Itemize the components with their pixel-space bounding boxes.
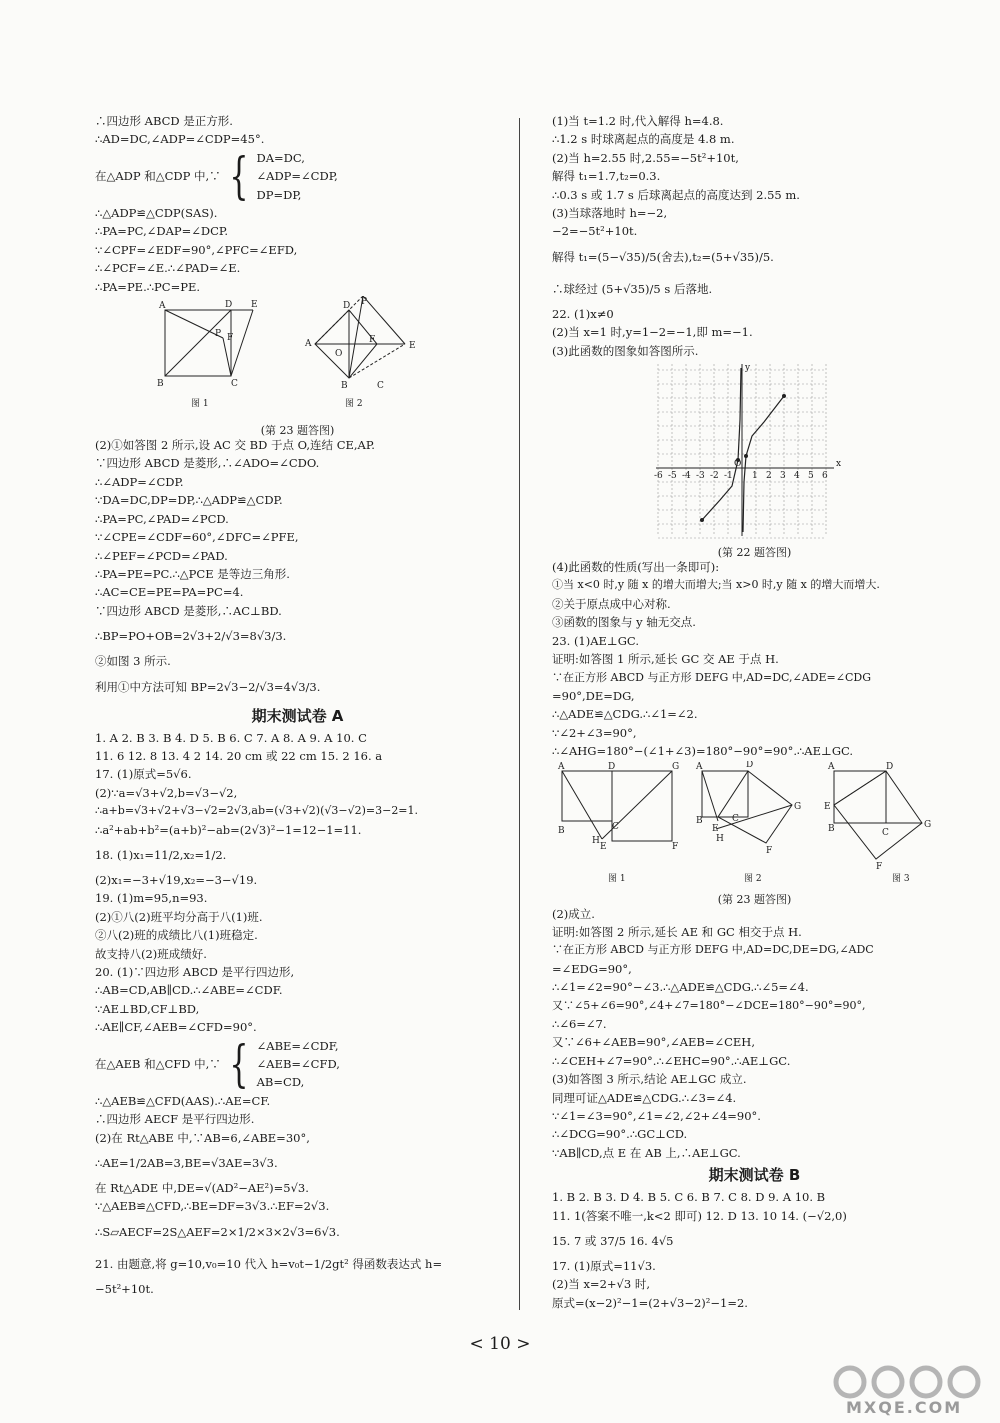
svg-text:C: C [882,827,889,838]
svg-text:G: G [672,761,680,772]
text-line: ∵∠CPE=∠CDF=60°,∠DFC=∠PFE, [95,530,299,545]
figure-23-answer-b [552,761,957,905]
text-line: ①当 x<0 时,y 随 x 的增大而增大;当 x>0 时,y 随 x 的增大而增大. [552,578,880,592]
svg-text:A: A [558,761,565,772]
text-line: ∴a²+ab+b²=(a+b)²−ab=(2√3)²−1=12−1=11. [95,822,362,837]
text-line: (2)∵a=√3+√2,b=√3−√2, [95,785,238,800]
svg-text:H: H [716,833,724,844]
text-line: ∴PA=PE.∴PC=PE. [95,279,201,294]
text-line: ∴球经过 (5+√35)/5 s 后落地. [552,281,713,296]
text-line: =90°,DE=DG, [552,688,635,703]
solution-22 [552,305,957,360]
text-line: ∴a+b=√3+√2+√3−√2=2√3,ab=(√3+√2)(√3−√2)=3−2=1. [95,804,419,818]
svg-text:E: E [824,801,831,812]
text-line: ∵四边形 ABCD 是菱形,∴∠ADO=∠CDO. [95,456,320,471]
svg-text:D: D [746,760,754,770]
answer-row: 15. 7 或 37/5 16. 4√5 [552,1234,674,1249]
answer-row: 11. 6 12. 8 13. 4 2 14. 20 cm 或 22 cm 15. 2 16. a [95,748,383,763]
svg-text:E: E [409,341,416,352]
text-line: ②关于原点成中心对称. [552,596,671,611]
text-line: ∴四边形 AECF 是平行四边形. [95,1112,255,1127]
figure-caption: (第 23 题答图) [717,892,792,906]
answer-row: 1. A 2. B 3. B 4. D 5. B 6. C 7. A 8. A 9. A 10. C [95,730,367,745]
text-line: ∴BP=PO+OB=2√3+2/√3=8√3/3. [95,629,287,644]
text-line: 原式=(x−2)²−1=(2+√3−2)²−1=2. [552,1295,748,1310]
figure-23-answer-a [95,296,500,436]
text-line: ∴AD=DC,∠ADP=∠CDP=45°. [95,132,265,147]
text-line: 同理可证△ADE≌△CDG.∴∠3=∠4. [552,1090,737,1105]
svg-text:G: G [924,819,932,830]
text-line: ∴∠ADP=∠CDP. [95,474,184,489]
svg-text:A: A [696,761,703,772]
svg-text:H: H [592,835,600,846]
svg-text:F: F [766,845,773,856]
text-line: 20. (1)∵四边形 ABCD 是平行四边形, [95,965,295,979]
x-tick-label: 6 [822,471,828,482]
text-line: (2)①如答图 2 所示,设 AC 交 BD 于点 O,连结 CE,AP. [95,438,375,453]
x-tick-label: -5 [668,471,677,482]
svg-text:D: D [225,300,233,311]
svg-text:A: A [305,339,312,350]
x-tick-label: 2 [766,471,772,482]
graph-svg [552,360,957,540]
page-number: < 10 > [469,1334,531,1354]
text-line: 利用①中方法可知 BP=2√3−2/√3=4√3/3. [95,679,321,694]
fig2-label: 图 2 [744,873,762,884]
text-line: ∴∠1=∠2=90°−∠3.∴△ADE≌△CDG.∴∠5=∠4. [552,980,809,995]
x-tick-label: 4 [794,471,800,482]
x-tick-label: 1 [752,471,758,482]
svg-text:F: F [876,861,883,872]
x-tick-label: -2 [710,471,719,482]
text-line: (2)成立. [552,906,595,921]
svg-text:F: F [672,841,679,852]
solution-23-part1 [95,112,500,296]
brace-item: ∠ADP=∠CDP, [256,169,338,184]
text-line: ∵DA=DC,DP=DP,∴△ADP≌△CDP. [95,493,283,508]
brace-item: DP=DP, [256,187,302,202]
section-title-b: 期末测试卷 B [708,1166,801,1185]
svg-text:B: B [157,379,164,390]
text-line: ∴∠PEF=∠PCD=∠PAD. [95,548,228,563]
brace-symbol: { [229,147,249,206]
fig3-label: 图 3 [892,873,910,884]
solution-22-23 [552,558,957,760]
svg-text:P: P [361,297,368,308]
geometry-figures [95,296,500,418]
text-line: ∵AB∥CD,点 E 在 AB 上,∴AE⊥GC. [552,1145,741,1160]
text-line: ∵△AEB≌△CFD,∴BE=DF=3√3.∴EF=2√3. [95,1199,330,1214]
text-line: (3)如答图 3 所示,结论 AE⊥GC 成立. [552,1072,747,1087]
text-line: ∴PA=PC,∠DAP=∠DCP. [95,224,228,239]
text-line: (3)此函数的图象如答图所示. [552,343,699,358]
text-line: 解得 t₁=1.7,t₂=0.3. [552,169,661,184]
origin-label: O [734,459,742,470]
text-line: ③函数的图象与 y 轴无交点. [552,615,696,630]
left-column [95,112,500,1298]
svg-text:G: G [794,801,802,812]
solution-23-part2-3 [552,905,957,1163]
brace-item: ∠AEB=∠CFD, [256,1057,340,1072]
brace-symbol: { [229,1035,249,1094]
text-line: 又∵∠6+∠AEB=90°,∠AEB=∠CEH, [552,1035,755,1050]
text-line: −2=−5t²+10t. [552,224,638,239]
svg-text:B: B [558,825,565,836]
watermark-text: MXQE.COM [846,1398,963,1417]
text-line: ∴△AEB≌△CFD(AAS).∴AE=CF. [95,1093,271,1108]
text-line: ∴PA=PC,∠PAD=∠PCD. [95,511,229,526]
text-line: ∵AE⊥BD,CF⊥BD, [95,1001,200,1016]
text-line: 23. (1)AE⊥GC. [552,633,639,648]
svg-text:E: E [251,300,258,311]
text-line: (2)x₁=−3+√19,x₂=−3−√19. [95,872,258,887]
text-line: ∴四边形 ABCD 是正方形. [95,114,233,128]
svg-text:D: D [608,761,616,772]
text-line: ∵在正方形 ABCD 与正方形 DEFG 中,AD=DC,∠ADE=∠CDG [552,670,872,684]
text-line: ∵∠CPF=∠EDF=90°,∠PFC=∠EFD, [95,242,298,257]
text-line: ∴AE=1/2AB=3,BE=√3AE=3√3. [95,1156,278,1171]
brace-item: DA=DC, [256,150,305,165]
svg-text:P: P [215,329,222,340]
text-line: 17. (1)原式=11√3. [552,1259,656,1274]
svg-text:D: D [343,301,351,312]
text-line: 解得 t₁=(5−√35)/5(舍去),t₂=(5+√35)/5. [552,249,774,264]
svg-text:B: B [341,381,348,392]
text-line: ②如图 3 所示. [95,654,171,669]
svg-text:F: F [227,333,234,344]
text-line: (4)此函数的性质(写出一条即可): [552,560,720,575]
x-tick-label: -3 [696,471,705,482]
text-line: ∴∠PCF=∠E.∴∠PAD=∠E. [95,261,241,276]
svg-text:B: B [828,823,835,834]
text-line: ②八(2)班的成绩比八(1)班稳定. [95,928,258,943]
text-line: ∴∠CEH+∠7=90°.∴∠EHC=90°.∴AE⊥GC. [552,1053,791,1068]
text-line: (2)①八(2)班平均分高于八(1)班. [95,909,263,924]
test-b-answers [552,1188,957,1312]
svg-text:B: B [696,815,703,826]
brace-item: ∠ABE=∠CDF, [256,1038,339,1053]
brace-lead: 在△ADP 和△CDP 中,∵ [95,169,221,184]
text-line: (2)当 x=2+√3 时, [552,1277,650,1292]
text-line: ∴S▱AECF=2S△AEF=2×1/2×3×2√3=6√3. [95,1224,340,1239]
text-line: 17. (1)原式=5√6. [95,767,192,782]
text-line: 22. (1)x≠0 [552,306,614,321]
fig1-label: 图 1 [191,399,209,410]
text-line: 19. (1)m=95,n=93. [95,891,208,906]
text-line: 18. (1)x₁=11/2,x₂=1/2. [95,847,227,862]
text-line: ∵∠1=∠3=90°,∠1=∠2,∠2+∠4=90°. [552,1109,761,1123]
svg-text:C: C [231,379,238,390]
svg-text:C: C [732,813,739,824]
text-line: ∴1.2 s 时球离起点的高度是 4.8 m. [552,132,735,147]
text-line: 故支持八(2)班成绩好. [95,946,207,961]
text-line: ∵在正方形 ABCD 与正方形 DEFG 中,AD=DC,DE=DG,∠ADC [552,943,874,957]
text-line: −5t²+10t. [95,1281,154,1296]
text-line: 在 Rt△ADE 中,DE=√(AD²−AE²)=5√3. [95,1181,309,1196]
square-figures [552,761,957,887]
x-axis-label: x [836,459,842,470]
svg-text:C: C [612,821,619,832]
brace-item: AB=CD, [256,1075,305,1090]
x-tick-labels [654,471,828,481]
figure-caption: (第 22 题答图) [717,546,792,560]
svg-text:A: A [828,761,835,772]
text-line: ∴∠AHG=180°−(∠1+∠3)=180°−90°=90°.∴AE⊥GC. [552,744,854,759]
x-tick-label: -4 [682,471,691,482]
svg-text:C: C [377,381,384,392]
text-line: 证明:如答图 1 所示,延长 GC 交 AE 于点 H. [552,652,779,667]
fig1-label: 图 1 [608,873,626,884]
figure-caption: (第 23 题答图) [260,424,335,438]
text-line: ∴∠DCG=90°.∴GC⊥CD. [552,1127,688,1142]
text-line: ∵∠2+∠3=90°, [552,725,637,740]
text-line: (3)当球落地时 h=−2, [552,206,668,221]
svg-text:E: E [600,841,607,852]
text-line: (2)在 Rt△ABE 中,∵AB=6,∠ABE=30°, [95,1130,310,1145]
column-divider [519,118,520,1310]
text-line: ∴∠6=∠7. [552,1016,607,1031]
congruence-brace [95,149,500,204]
text-line: ∴AC=CE=PE=PA=PC=4. [95,585,244,600]
text-line: ∴AE∥CF,∠AEB=∠CFD=90°. [95,1020,257,1035]
solution-23-part2 [95,436,500,702]
congruence-brace [95,1037,500,1092]
svg-text:A: A [159,301,166,312]
svg-text:D: D [886,761,894,772]
x-tick-label: 5 [808,471,814,482]
right-column [552,112,957,1312]
text-line: (2)当 x=1 时,y=1−2=−1,即 m=−1. [552,325,753,340]
fig2-label: 图 2 [345,399,363,410]
text-line: ∴△ADP≌△CDP(SAS). [95,206,218,221]
text-line: ∴AB=CD,AB∥CD.∴∠ABE=∠CDF. [95,983,283,998]
x-tick-label: 3 [780,471,786,482]
svg-text:O: O [335,349,343,360]
x-tick-label: -1 [724,471,733,482]
solution-21 [552,112,957,305]
function-graph [552,360,957,558]
text-line: ∵四边形 ABCD 是菱形,∴AC⊥BD. [95,603,282,618]
svg-text:E: E [712,823,719,834]
text-line: ∴PA=PE=PC.∴△PCE 是等边三角形. [95,566,290,581]
x-tick-label: -6 [654,471,663,482]
brace-lead: 在△AEB 和△CFD 中,∵ [95,1057,221,1072]
section-title-a: 期末测试卷 A [251,706,344,725]
text-line: 证明:如答图 2 所示,延长 AE 和 GC 相交于点 H. [552,924,802,939]
answer-row: 1. B 2. B 3. D 4. B 5. C 6. B 7. C 8. D 9. A 10. B [552,1190,826,1205]
y-axis-label: y [745,363,751,374]
text-line: =∠EDG=90°, [552,961,632,976]
text-line: 21. 由题意,将 g=10,v₀=10 代入 h=v₀t−1/2gt² 得函数表达式 h= [95,1256,443,1271]
text-line: (2)当 h=2.55 时,2.55=−5t²+10t, [552,150,739,165]
text-line: (1)当 t=1.2 时,代入解得 h=4.8. [552,114,724,128]
text-line: ∴△ADE≌△CDG.∴∠1=∠2. [552,707,698,722]
test-a-answers [95,729,500,1299]
text-line: ∴0.3 s 或 1.7 s 后球离起点的高度达到 2.55 m. [552,187,800,202]
svg-text:F: F [369,335,376,346]
answer-row: 11. 1(答案不唯一,k<2 即可) 12. D 13. 10 14. (−√2,0) [552,1208,847,1223]
text-line: 又∵∠5+∠6=90°,∠4+∠7=180°−∠DCE=180°−90°=90°, [552,998,866,1012]
